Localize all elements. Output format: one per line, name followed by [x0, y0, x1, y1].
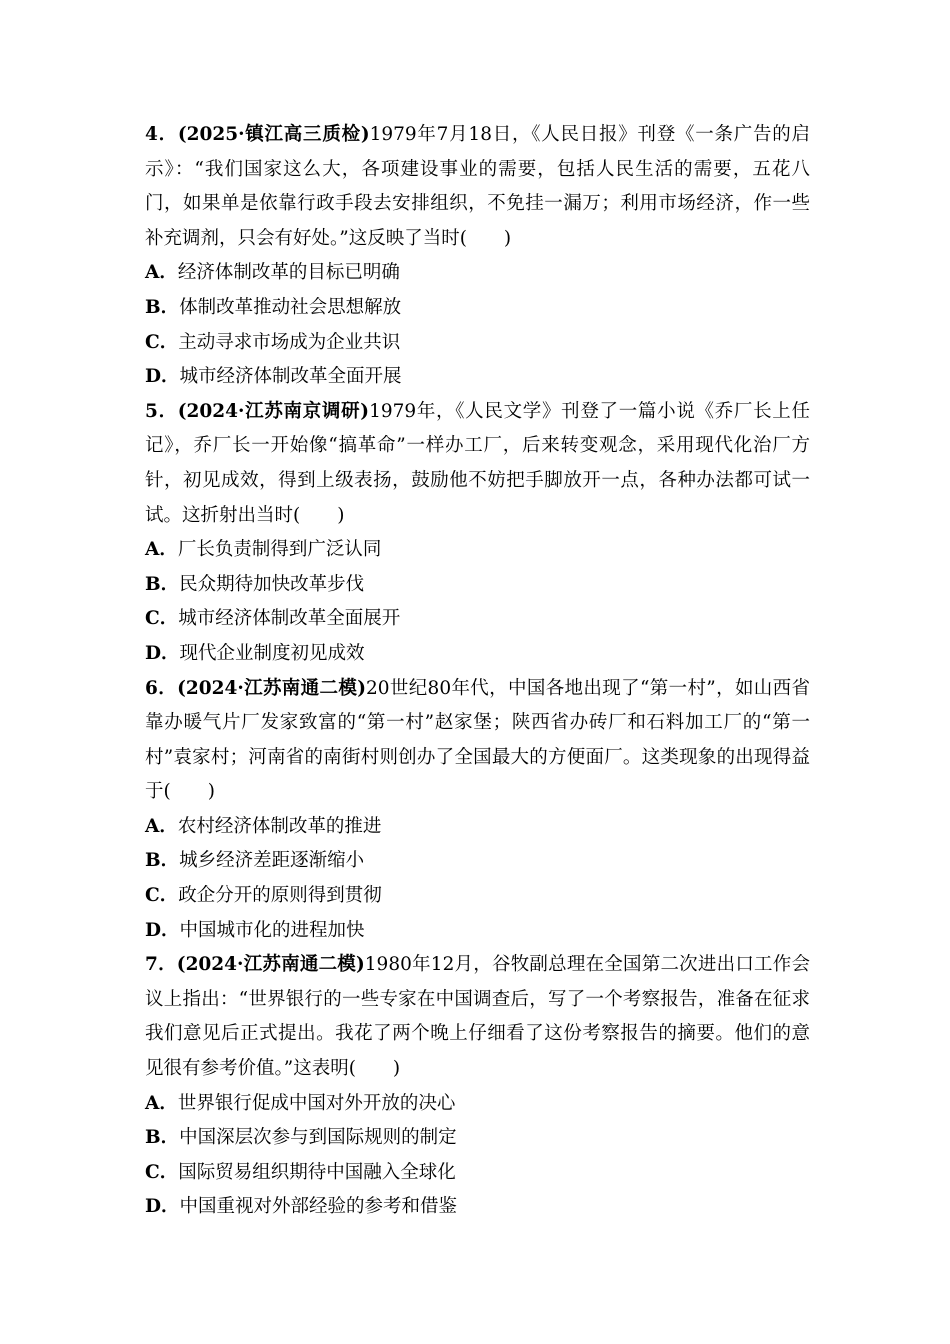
option-a[interactable]	[145, 1087, 810, 1122]
option-letter: B．	[145, 573, 180, 595]
question-5	[145, 395, 810, 672]
option-text: 城乡经济差距逐渐缩小	[179, 850, 365, 872]
option-letter: D．	[145, 919, 180, 941]
option-text: 世界银行促成中国对外开放的决心	[177, 1092, 456, 1114]
question-4	[145, 118, 810, 395]
option-text: 中国深层次参与到国际规则的制定	[179, 1127, 457, 1149]
option-text: 厂长负责制得到广泛认同	[177, 539, 382, 561]
option-letter: C．	[145, 885, 179, 907]
question-stem	[145, 672, 810, 810]
exam-page	[145, 118, 810, 1225]
question-7	[145, 948, 810, 1225]
question-stem	[145, 948, 810, 1086]
option-a[interactable]	[145, 810, 810, 845]
option-text: 体制改革推动社会思想解放	[179, 296, 402, 318]
option-d[interactable]	[145, 1190, 810, 1225]
question-stem	[145, 118, 810, 256]
option-c[interactable]	[145, 879, 810, 914]
option-text: 中国城市化的进程加快	[179, 919, 365, 941]
option-b[interactable]	[145, 568, 810, 603]
option-text: 城市经济体制改革全面开展	[179, 366, 402, 388]
option-text: 国际贸易组织期待中国融入全球化	[178, 1161, 456, 1183]
question-text: 1979年7月18日，《人民日报》刊登《一条广告的启示》：“我们国家这么大，各项建设事业的需要，包括人民生活的需要，五花八门，如果单是依靠行政手段去安排组织，不免挂一漏万；利用市场经济，作一些补充调剂，只会有好处。”这反映了当时( )	[145, 124, 810, 249]
option-letter: D．	[145, 642, 180, 664]
option-b[interactable]	[145, 844, 810, 879]
option-letter: D．	[145, 1196, 180, 1218]
option-c[interactable]	[145, 326, 810, 361]
option-d[interactable]	[145, 914, 810, 949]
option-c[interactable]	[145, 1156, 810, 1191]
option-letter: C．	[145, 331, 179, 353]
option-text: 中国重视对外部经验的参考和借鉴	[179, 1196, 458, 1218]
option-letter: A．	[145, 539, 178, 561]
question-number-source: 7．(2024·江苏南通二模)	[145, 954, 365, 976]
question-text: 20世纪80年代，中国各地出现了“第一村”，如山西省靠办暖气片厂发家致富的“第一村”赵家堡；陕西省办砖厂和石料加工厂的“第一村”袁家村；河南省的南街村则创办了全国最大的方便面厂。这类现象的出现得益于( )	[145, 677, 811, 803]
option-a[interactable]	[145, 533, 810, 568]
option-d[interactable]	[145, 360, 810, 395]
question-text: 1979年，《人民文学》刊登了一篇小说《乔厂长上任记》，乔厂长一开始像“搞革命”一样办工厂，后来转变观念，采用现代化治厂方针，初见成效，得到上级表扬，鼓励他不妨把手脚放开一点，各种办法都可试一试。这折射出当时( )	[145, 400, 810, 526]
option-text: 政企分开的原则得到贯彻	[178, 885, 382, 907]
option-b[interactable]	[145, 291, 810, 326]
option-letter: C．	[145, 608, 179, 630]
option-letter: B．	[145, 850, 180, 872]
option-letter: B．	[145, 1127, 180, 1149]
option-d[interactable]	[145, 637, 810, 672]
option-text: 民众期待加快改革步伐	[179, 573, 365, 595]
question-6	[145, 672, 810, 949]
question-stem	[145, 395, 810, 533]
question-number-source: 5．(2024·江苏南京调研)	[145, 400, 370, 422]
option-b[interactable]	[145, 1121, 810, 1156]
option-letter: A．	[145, 262, 178, 284]
option-text: 经济体制改革的目标已明确	[177, 262, 400, 284]
question-text: 1980年12月，谷牧副总理在全国第二次进出口工作会议上指出：“世界银行的一些专家在中国调查后，写了一个考察报告，准备在征求我们意见后正式提出。我花了两个晚上仔细看了这份考察报告的摘要。他们的意见很有参考价值。”这表明( )	[145, 954, 810, 1080]
option-text: 农村经济体制改革的推进	[177, 815, 382, 837]
option-letter: B．	[145, 296, 180, 318]
question-number-source: 6．(2024·江苏南通二模)	[145, 677, 366, 699]
question-number-source: 4．(2025·镇江高三质检)	[145, 124, 370, 145]
option-a[interactable]	[145, 256, 810, 291]
option-text: 城市经济体制改革全面展开	[178, 608, 401, 630]
option-letter: D．	[145, 366, 180, 388]
option-letter: A．	[145, 1092, 178, 1114]
option-c[interactable]	[145, 602, 810, 637]
option-letter: A．	[145, 815, 178, 837]
option-text: 主动寻求市场成为企业共识	[178, 331, 401, 353]
option-letter: C．	[145, 1161, 179, 1183]
option-text: 现代企业制度初见成效	[179, 642, 365, 664]
